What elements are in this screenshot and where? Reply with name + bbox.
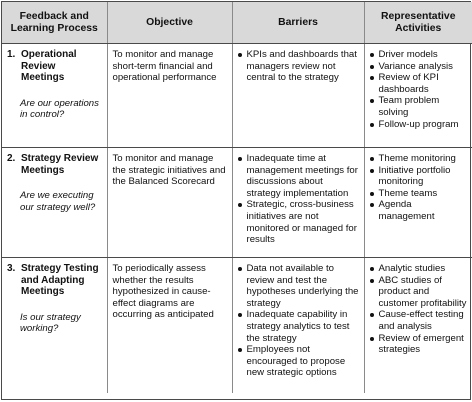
list-item: Inadequate capability in strategy analytics to test the strategy (238, 309, 359, 344)
process-number: 3. (7, 263, 16, 274)
process-number: 2. (7, 153, 16, 164)
process-question: Are we executing our strategy well? (20, 190, 96, 213)
list-item: Review of emergent strategies (370, 333, 468, 356)
feedback-learning-table (2, 2, 472, 393)
list-item: Cause-effect testing and analysis (370, 309, 468, 332)
list-item: Review of KPI dashboards (370, 72, 468, 95)
list-item: Inadequate time at management meetings for discussions about strategy implementation (238, 153, 359, 199)
process-title (7, 263, 102, 298)
list-item: Analytic studies (370, 263, 468, 275)
header-process: Feedback and Learning Process (2, 2, 107, 44)
table-row (2, 44, 472, 148)
feedback-learning-table-container (1, 1, 471, 400)
header-barriers: Barriers (232, 2, 364, 44)
list-item: Driver models (370, 49, 468, 61)
list-item: Theme teams (370, 188, 468, 200)
activities-list (370, 153, 468, 223)
list-item: KPIs and dashboards that managers review not central to the strategy (238, 49, 359, 84)
process-name: Strategy Review Meetings (21, 153, 99, 176)
objective-cell: To monitor and manage the strategic initiatives and the Balanced Scorecard (107, 148, 232, 258)
header-row (2, 2, 472, 44)
process-name: Operational Review Meetings (21, 49, 77, 84)
header-activities: Representative Activities (364, 2, 472, 44)
process-number: 1. (7, 49, 16, 60)
activities-list (370, 49, 468, 130)
activities-list (370, 263, 468, 356)
list-item: Strategic, cross-business initiatives are not monitored or managed for results (238, 199, 359, 245)
list-item: Theme monitoring (370, 153, 468, 165)
objective-cell: To periodically assess whether the results hypothesized in cause-effect diagrams are occurring as anticipated (107, 258, 232, 394)
table-row (2, 148, 472, 258)
process-cell (2, 258, 107, 394)
objective-cell: To monitor and manage short-term financial and operational performance (107, 44, 232, 148)
barriers-cell (232, 258, 364, 394)
list-item: Initiative portfolio monitoring (370, 165, 468, 188)
barriers-list (238, 153, 359, 246)
header-objective: Objective (107, 2, 232, 44)
table-row (2, 258, 472, 394)
list-item: Variance analysis (370, 61, 468, 73)
barriers-cell (232, 44, 364, 148)
list-item: ABC studies of product and customer profitability (370, 275, 468, 310)
process-title (7, 153, 102, 176)
barriers-list (238, 263, 359, 379)
activities-cell (364, 148, 472, 258)
process-cell (2, 148, 107, 258)
process-question: Is our strategy working? (20, 311, 81, 335)
list-item: Employees not encouraged to propose new strategic options (238, 344, 359, 379)
activities-cell (364, 258, 472, 394)
activities-cell (364, 44, 472, 148)
process-title (7, 49, 102, 84)
process-cell (2, 44, 107, 148)
list-item: Follow-up program (370, 119, 468, 131)
list-item: Data not available to review and test the hypotheses underlying the strategy (238, 263, 359, 309)
barriers-list (238, 49, 359, 84)
barriers-cell (232, 148, 364, 258)
list-item: Agenda management (370, 199, 468, 222)
process-question: Are our operations in control? (20, 97, 99, 121)
list-item: Team problem solving (370, 95, 468, 118)
process-name: Strategy Testing and Adapting Meetings (21, 263, 99, 298)
